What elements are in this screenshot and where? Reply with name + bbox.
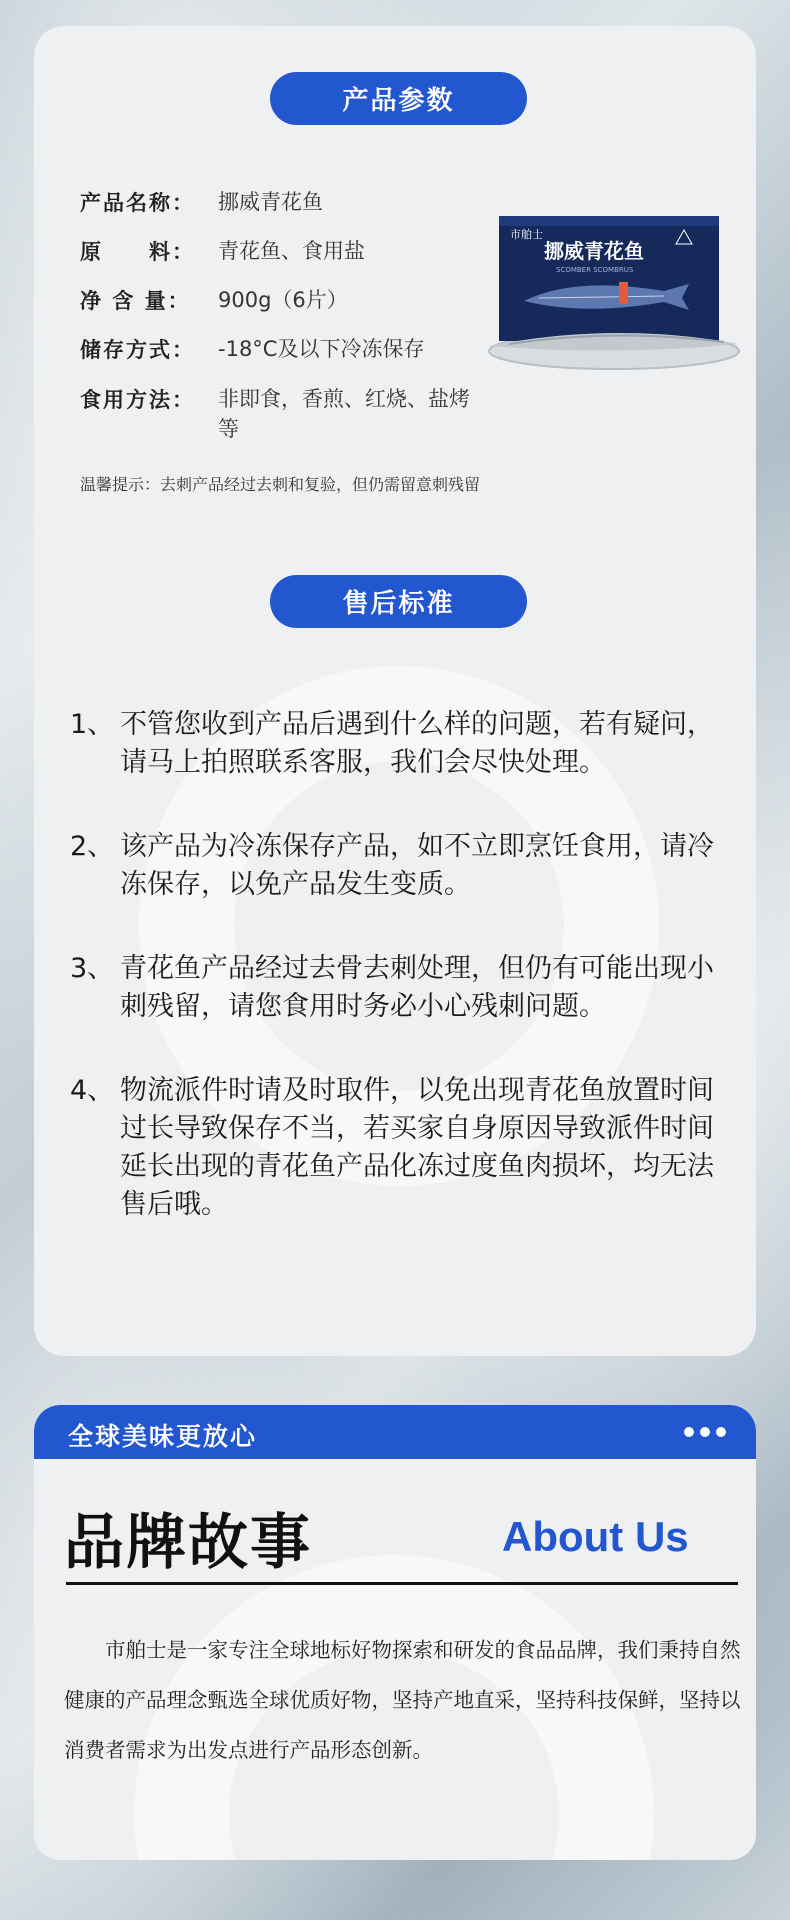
aftersale-rules bbox=[70, 706, 730, 1270]
aftersale-title-pill bbox=[270, 575, 527, 628]
param-row-usage: 食用方法： 非即食，香煎、红烧、盐烤等 bbox=[80, 387, 470, 441]
params-title-pill bbox=[270, 72, 527, 125]
params-card bbox=[34, 26, 756, 1356]
brand-header bbox=[34, 1405, 756, 1459]
product-image bbox=[484, 206, 744, 376]
box-latin: SCOMBER SCOMBRUS bbox=[556, 266, 634, 274]
warm-tip: 温馨提示：去刺产品经过去刺和复验，但仍需留意刺残留 bbox=[80, 475, 481, 494]
more-dots-icon bbox=[684, 1427, 726, 1437]
rule-item: 3、 青花鱼产品经过去骨去刺处理，但仍有可能出现小刺残留，请您食用时务必小心残刺问题。 bbox=[70, 953, 714, 1022]
params-title: 产品参数 bbox=[342, 86, 455, 116]
brand-header-title: 全球美味更放心 bbox=[68, 1422, 258, 1451]
rule-item: 1、 不管您收到产品后遇到什么样的问题，若有疑问，请马上拍照联系客服，我们会尽快处理。 bbox=[70, 709, 714, 778]
divider bbox=[66, 1582, 738, 1585]
brand-story-text: 市舶士是一家专注全球地标好物探索和研发的食品品牌，我们秉持自然健康的产品理念甄选全球优质好物，坚持产地直采，坚持科技保鲜，坚持以消费者需求为出发点进行产品形态创新。 bbox=[64, 1638, 741, 1762]
box-name: 挪威青花鱼 bbox=[544, 239, 644, 263]
brand-story-title: 品牌故事 bbox=[64, 1508, 312, 1578]
param-row-name: 产品名称： 挪威青花鱼 bbox=[80, 190, 323, 215]
box-brand: 市舶士 bbox=[510, 228, 543, 241]
param-row-ingredients: 原 料： 青花鱼、食用盐 bbox=[80, 239, 365, 264]
aftersale-title: 售后标准 bbox=[342, 589, 455, 619]
brand-card bbox=[34, 1405, 756, 1860]
param-row-weight: 净 含 量： 900g（6片） bbox=[80, 288, 348, 313]
rule-item: 2、 该产品为冷冻保存产品，如不立即烹饪食用，请冷冻保存，以免产品发生变质。 bbox=[70, 831, 714, 900]
rule-item: 4、 物流派件时请及时取件，以免出现青花鱼放置时间过长导致保存不当，若买家自身原因导致派件时间延长出现的青花鱼产品化冻过度鱼肉损坏，均无法售后哦。 bbox=[70, 1075, 714, 1220]
param-row-storage: 储存方式： -18°C及以下冷冻保存 bbox=[80, 337, 425, 362]
about-us-label: About Us bbox=[502, 1513, 689, 1560]
